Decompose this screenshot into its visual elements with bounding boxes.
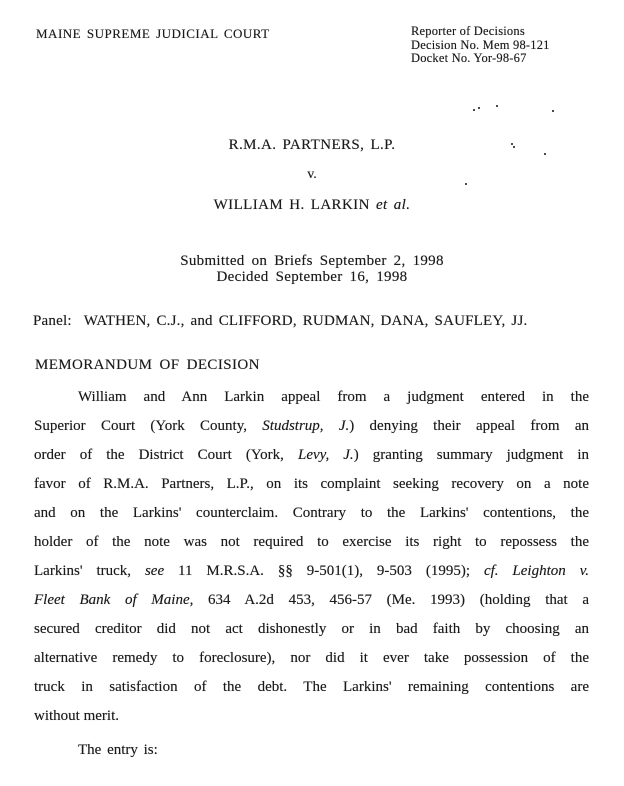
paragraph-line: Larkins' truck, see 11 M.R.S.A. §§ 9-501(1), 9-503 (1995); cf. Leighton v. xyxy=(34,563,589,579)
scan-speck xyxy=(544,153,546,155)
submitted-date: Submitted on Briefs September 2, 1998 xyxy=(180,253,444,269)
plaintiff-name: R.M.A. PARTNERS, L.P. xyxy=(228,137,396,153)
reporter-of-decisions: Reporter of Decisions xyxy=(411,24,525,38)
scan-speck xyxy=(552,110,554,112)
scan-speck xyxy=(478,107,480,109)
defendant-name: WILLIAM H. LARKIN et al. xyxy=(213,197,411,213)
scan-speck xyxy=(511,143,513,145)
decision-number: Decision No. Mem 98-121 xyxy=(411,37,550,52)
paragraph-line: Fleet Bank of Maine, 634 A.2d 453, 456-57 (Me. 1993) (holding that a xyxy=(34,592,590,608)
scan-speck xyxy=(473,109,475,111)
scan-speck xyxy=(465,183,467,185)
paragraph-line: and on the Larkins' counterclaim. Contrary to the Larkins' contentions, the xyxy=(34,505,589,521)
paragraph-line: holder of the note was not required to exercise its right to repossess the xyxy=(34,534,589,550)
memorandum-paragraph xyxy=(34,383,589,731)
scan-speck xyxy=(513,146,515,148)
paragraph-line: William and Ann Larkin appeal from a judgment entered in the xyxy=(78,389,589,405)
paragraph-line: secured creditor did not act dishonestly or in bad faith by choosing an xyxy=(34,621,589,637)
decided-date: Decided September 16, 1998 xyxy=(216,269,408,285)
docket-number: Docket No. Yor-98-67 xyxy=(411,51,527,65)
panel-members: WATHEN, C.J., and CLIFFORD, RUDMAN, DANA, SAUFLEY, JJ. xyxy=(83,313,528,329)
paragraph-line: alternative remedy to foreclosure), nor did it ever take possession of the xyxy=(34,650,589,666)
memorandum-heading: MEMORANDUM OF DECISION xyxy=(35,357,260,373)
scan-speck xyxy=(496,105,498,107)
versus-label: v. xyxy=(307,167,317,182)
panel-label: Panel: xyxy=(33,313,72,329)
panel-line xyxy=(33,313,527,330)
paragraph-line: truck in satisfaction of the debt. The Larkins' remaining contentions are xyxy=(34,679,589,695)
court-name: MAINE SUPREME JUDICIAL COURT xyxy=(36,26,270,41)
entry-line: The entry is: xyxy=(78,742,158,758)
paragraph-line: Superior Court (York County, Studstrup, J.) denying their appeal from an xyxy=(34,418,589,434)
paragraph-line: order of the District Court (York, Levy, J.) granting summary judgment in xyxy=(34,447,590,463)
reporter-block xyxy=(411,25,550,66)
paragraph-line: without merit. xyxy=(34,708,119,724)
paragraph-line: favor of R.M.A. Partners, L.P., on its complaint seeking recovery on a note xyxy=(34,476,589,492)
